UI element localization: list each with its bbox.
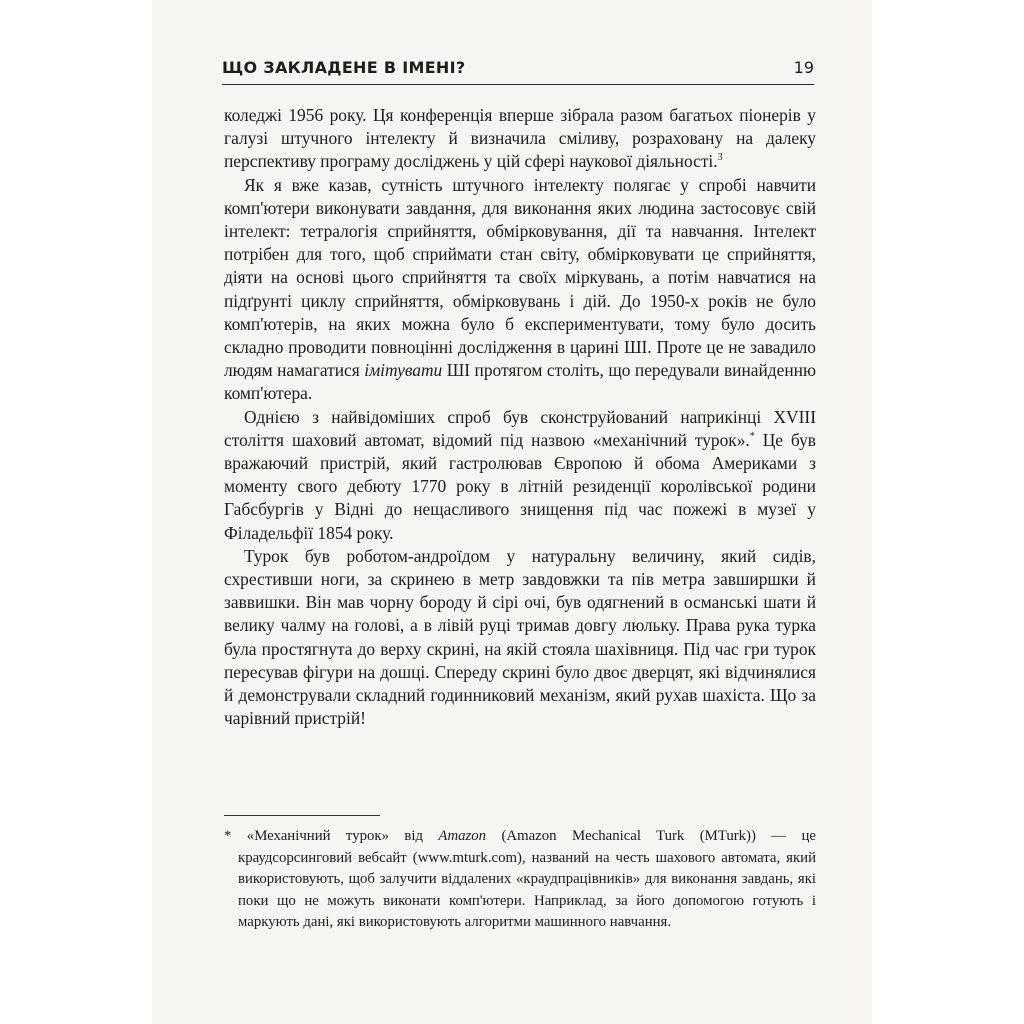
paragraph-2 (224, 174, 816, 406)
body-text (224, 104, 816, 730)
footnote-text-a: «Механічний турок» від (231, 828, 439, 844)
chapter-title: ЩО ЗАКЛАДЕНЕ В ІМЕНІ? (222, 58, 466, 77)
footnote-paragraph (224, 826, 816, 934)
paragraph-3-text-a: Однією з найвідоміших спроб був сконструйований наприкінці XVIII століття шаховий автомат, відомий під назвою «механічний турок». (224, 406, 816, 450)
footnote-italic-amazon: Amazon (438, 828, 487, 844)
footnote-ref-asterisk: * (749, 431, 755, 443)
paragraph-4 (224, 545, 816, 731)
footnote-divider (224, 815, 380, 816)
paragraph-1-text: коледжі 1956 року. Ця конференція вперше зібрала разом багатьох піонерів у галузі штучного інтелекту й визначила сміливу, розраховану на далеку перспективу програму досліджень у цій сфері наукової діяльності. (224, 105, 816, 172)
running-header (222, 58, 814, 85)
paragraph-3-text-b: Це був вражаючий пристрій, який гастролював Європою й обома Америками з моменту свого дебюту 1770 року в літній резиденції королівської родини Габсбургів у Відні до нещасливого знищення під час пожежі в музеї у Філадельфії 1854 року. (224, 429, 816, 543)
paragraph-2-text-a: Як я вже казав, сутність штучного інтелекту полягає у спробі навчити комп'ютери виконувати завдання, для виконання яких людина застосовує свій інтелект: тетралогія сприйняття, обмірковування, дії та навчання. Інтелект потрібен для того, щоб сприймати стан світу, обмірковувати це сприйняття, діяти на основі цього сприйняття та своїх міркувань, а потім навчатися на підґрунті циклу сприйняття, обмірковувань і дій. До 1950-х років не було комп'ютерів, на яких можна було б експериментувати, тому було досить складно проводити повноцінні дослідження в царині ШІ. Проте це не завадило людям намагатися (224, 174, 816, 381)
paragraph-4-text: Турок був роботом-андроїдом у натуральну величину, який сидів, схрестивши ноги, за скринею в метр завдовжки та пів метра завширшки й заввишки. Він мав чорну бороду й сірі очі, був одягнений в османські шати й велику чалму на голові, а в лівій руці тримав довгу люльку. Права рука турка була простягнута до верху скрині, на якій стояла шахівниця. Під час гри турок пересував фігури на дошці. Спереду скрині було двоє дверцят, які відчинялися й демонстрували складний годинниковий механізм, який рухав шахіста. Що за чарівний пристрій! (224, 545, 816, 729)
page-number: 19 (793, 58, 814, 77)
footnote (224, 826, 816, 934)
book-page (152, 0, 872, 1024)
footnote-marker: * (224, 828, 232, 844)
endnote-ref-3: 3 (717, 152, 723, 164)
paragraph-2-text-b: ШІ протягом століть, що передували винайденню комп'ютера. (224, 360, 816, 404)
footnote-text-b: (Amazon Mechanical Turk (MTurk)) — це краудсорсинговий вебсайт (www.mturk.com), названий на честь шахового автомата, який використовують, щоб залучити віддалених «краудпрацівників» для виконання завдань, які поки що не можуть виконати комп'ютери. Наприклад, за його допомогою готують і маркують дані, які використовують алгоритми машинного навчання. (238, 828, 816, 931)
paragraph-1 (224, 104, 816, 174)
italic-imitate: імітувати (364, 360, 443, 381)
paragraph-3 (224, 406, 816, 545)
